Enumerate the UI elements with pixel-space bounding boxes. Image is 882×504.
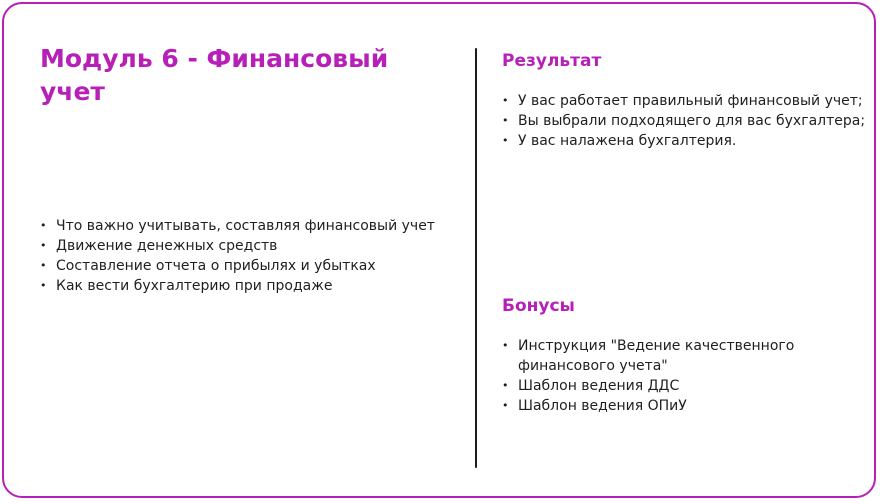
list-item: • Как вести бухгалтерию при продаже bbox=[40, 276, 455, 296]
list-item: • Движение денежных средств bbox=[40, 236, 455, 256]
column-divider bbox=[475, 48, 477, 468]
list-item: • Составление отчета о прибылях и убытках bbox=[40, 256, 455, 276]
list-item: • Шаблон ведения ОПиУ bbox=[502, 396, 852, 416]
module-card bbox=[2, 2, 876, 498]
list-item: • У вас работает правильный финансовый учет; bbox=[502, 91, 867, 111]
topics-list bbox=[40, 216, 455, 296]
results-heading: Результат bbox=[502, 51, 602, 71]
list-item: • Что важно учитывать, составляя финансовый учет bbox=[40, 216, 455, 236]
list-item: • Вы выбрали подходящего для вас бухгалтера; bbox=[502, 111, 867, 131]
bonuses-heading: Бонусы bbox=[502, 296, 575, 316]
list-item: • Шаблон ведения ДДС bbox=[502, 376, 852, 396]
results-list bbox=[502, 91, 867, 151]
module-title: Модуль 6 - Финансовый учет bbox=[40, 44, 389, 106]
list-item: • Инструкция "Ведение качественного финансового учета" bbox=[502, 336, 852, 376]
list-item: • У вас налажена бухгалтерия. bbox=[502, 131, 867, 151]
bonuses-list bbox=[502, 336, 852, 416]
